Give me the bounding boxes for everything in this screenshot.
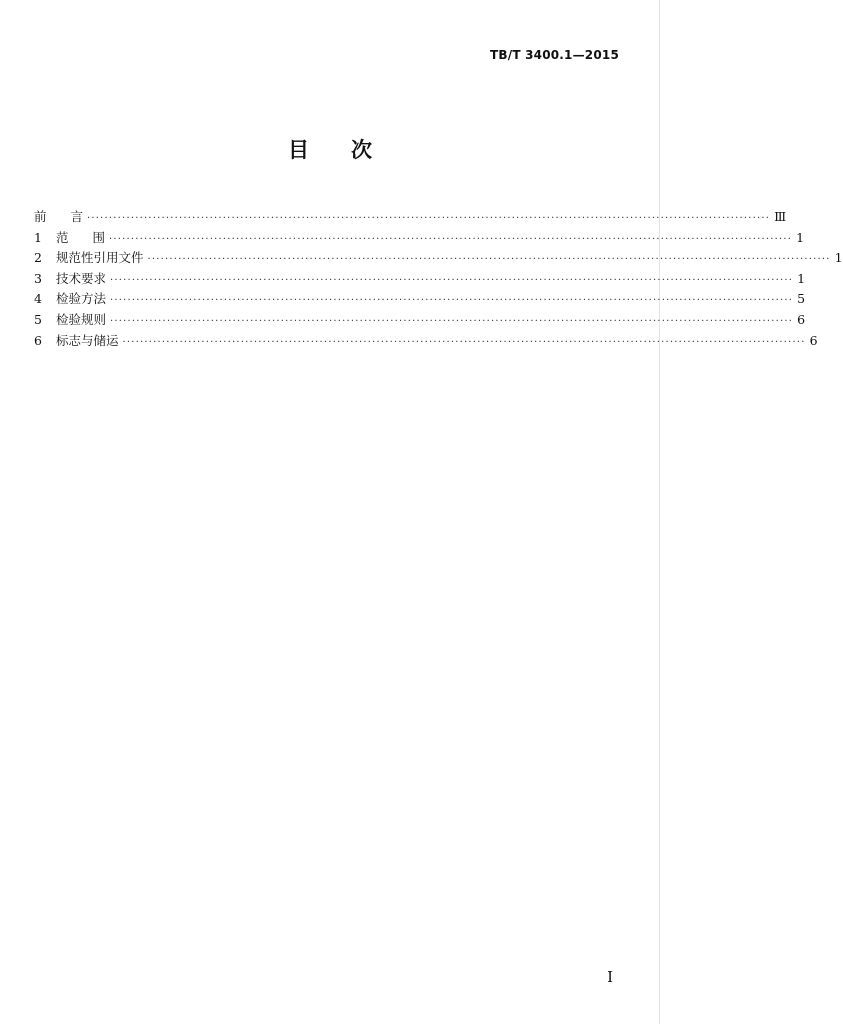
toc-entry-label: 标志与储运 <box>56 332 119 348</box>
toc-entry-scope[interactable] <box>34 228 805 249</box>
toc-entry-number: 6 <box>34 332 42 348</box>
toc-entry-page: 1 <box>834 250 843 266</box>
toc-entry-marking-storage-transport[interactable] <box>34 331 818 352</box>
toc-entry-page: 6 <box>797 311 806 327</box>
standard-code: TB/T 3400.1—2015 <box>490 48 619 62</box>
toc-entry-number: 2 <box>34 250 42 266</box>
page-number: I <box>607 968 613 986</box>
toc-entry-page: 6 <box>809 332 818 348</box>
toc-entry-technical-requirements[interactable] <box>34 269 806 290</box>
title-char-2: 次 <box>351 138 372 162</box>
toc-entry-label: 前 言 <box>34 209 84 224</box>
toc-entry-label: 检验规则 <box>56 311 107 327</box>
toc-entry-number: 5 <box>34 311 42 327</box>
toc-entry-label: 技术要求 <box>56 270 107 286</box>
toc-leader-dots: ···························································································································································· <box>122 336 806 348</box>
title-char-1: 目 <box>288 138 309 162</box>
toc-entry-foreword[interactable] <box>34 207 787 228</box>
toc-entry-number: 3 <box>34 270 42 286</box>
toc-entry-number: 4 <box>34 291 42 307</box>
toc-entry-number: 1 <box>34 229 42 245</box>
toc-entry-inspection-rules[interactable] <box>34 310 806 331</box>
toc-leader-dots: ···························································································································································· <box>87 213 771 224</box>
toc-leader-dots: ···························································································································································· <box>110 274 794 286</box>
toc-entry-test-methods[interactable] <box>34 289 806 310</box>
toc-leader-dots: ···························································································································································· <box>110 295 794 307</box>
toc-entry-label: 规范性引用文件 <box>56 250 144 266</box>
toc-leader-dots: ···························································································································································· <box>110 315 794 327</box>
toc-entry-label: 检验方法 <box>56 291 107 307</box>
toc-entry-page: Ⅲ <box>774 209 787 224</box>
page-title <box>0 134 660 164</box>
table-of-contents <box>34 207 843 351</box>
toc-entry-label: 范 围 <box>56 229 106 245</box>
toc-entry-page: 1 <box>796 229 805 245</box>
toc-entry-normative-references[interactable] <box>34 248 843 269</box>
toc-leader-dots: ···························································································································································· <box>109 233 793 245</box>
toc-entry-page: 1 <box>797 270 806 286</box>
toc-entry-page: 5 <box>797 291 806 307</box>
toc-leader-dots: ···························································································································································· <box>147 254 831 266</box>
